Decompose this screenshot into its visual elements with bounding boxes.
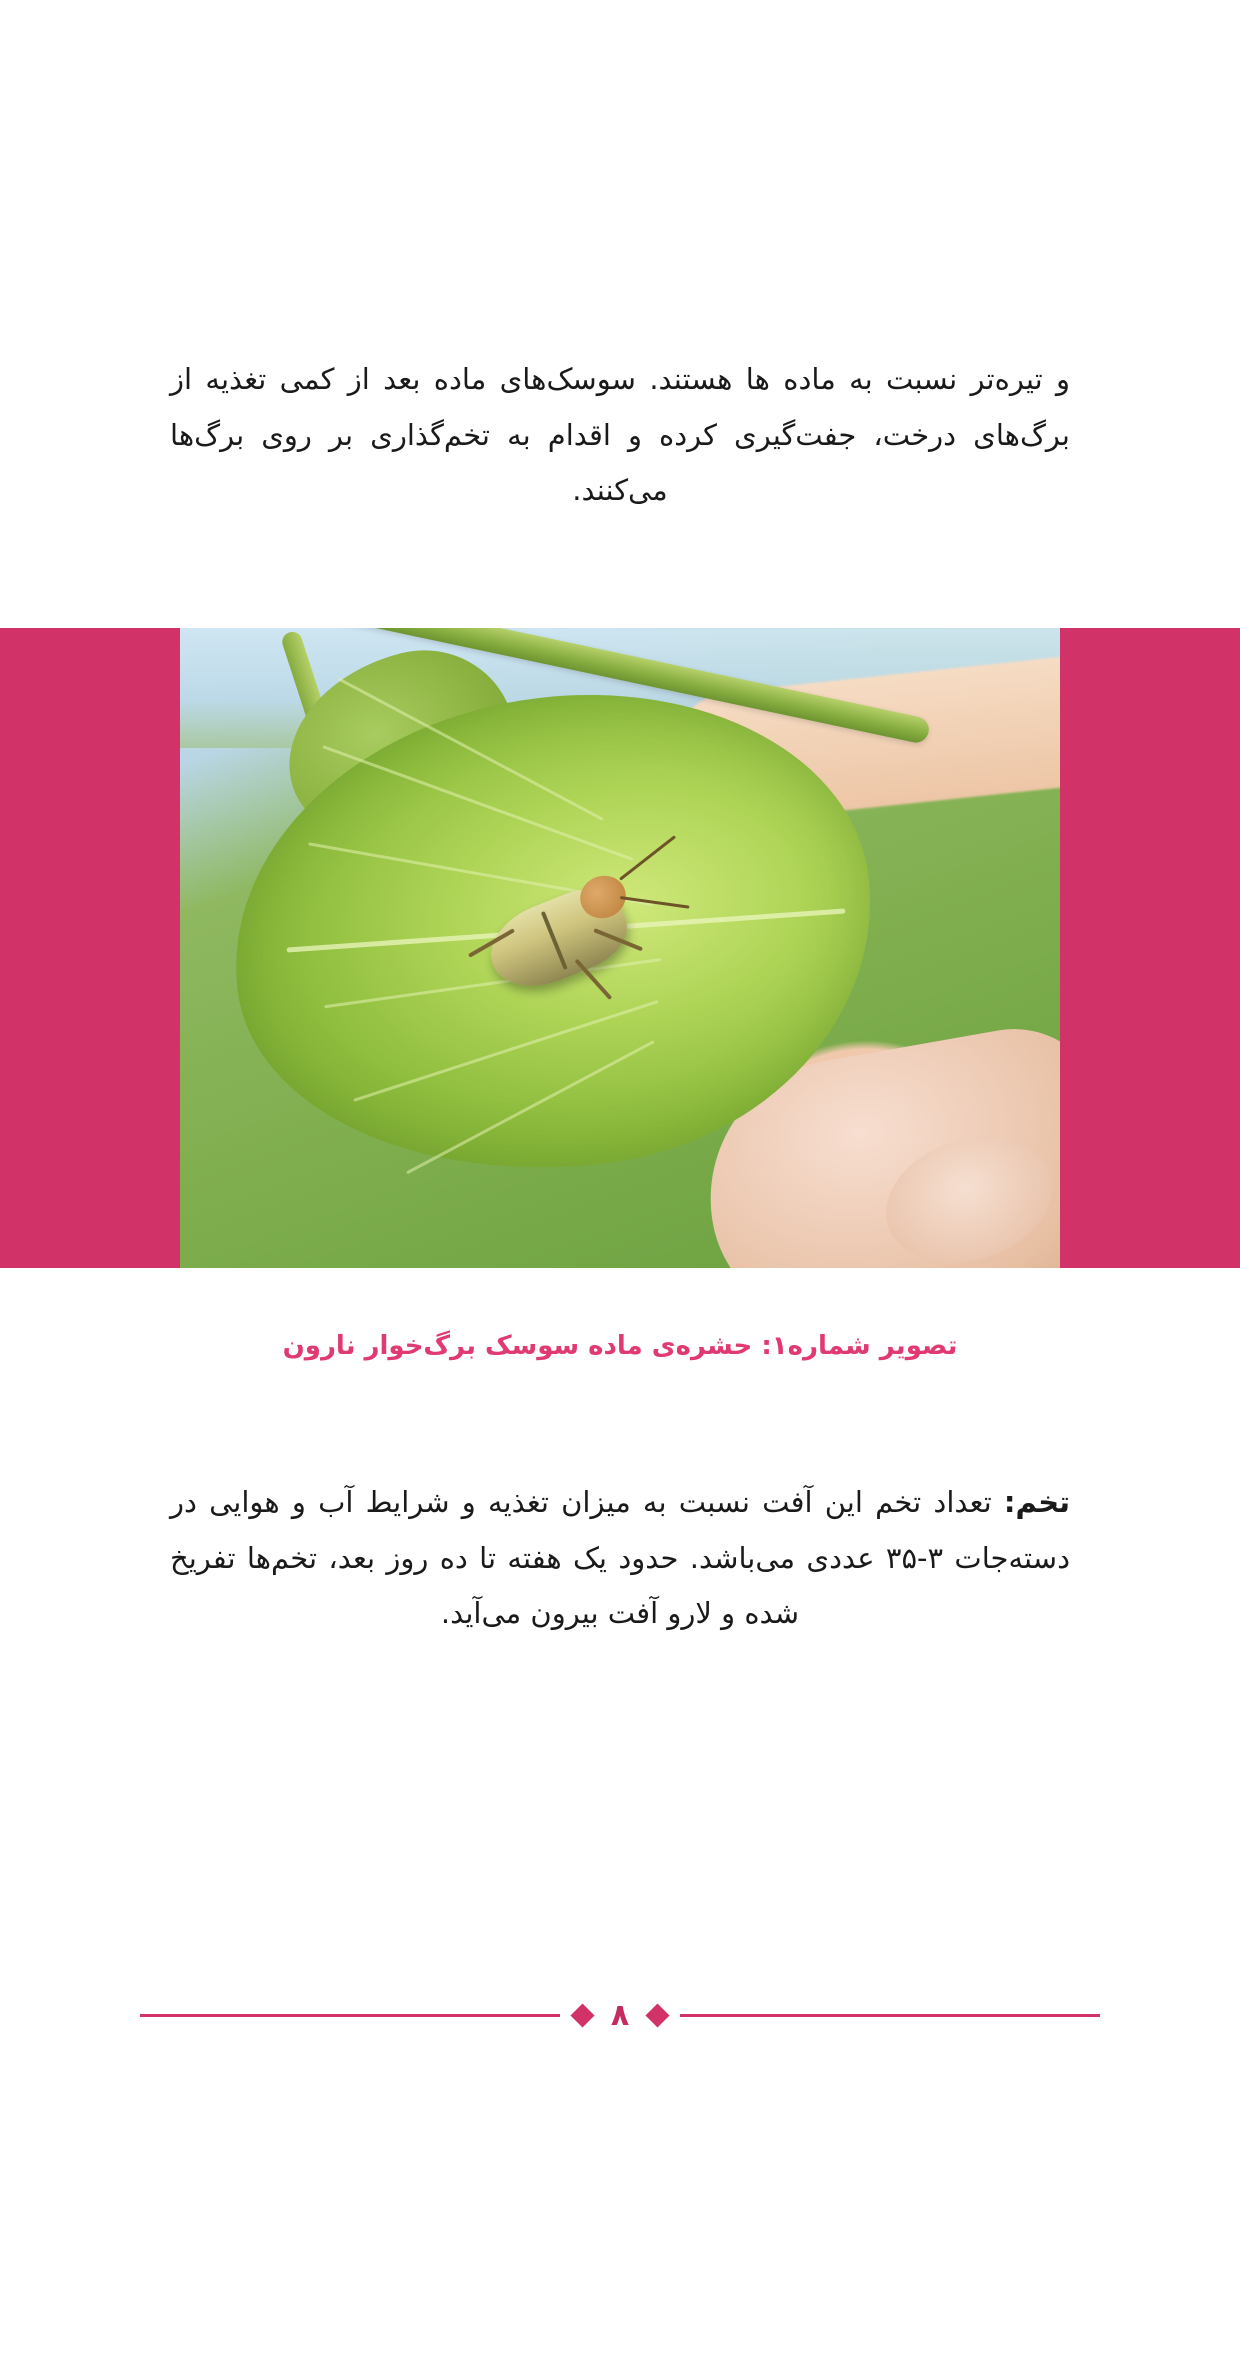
- page-number: ۸: [610, 1998, 630, 2033]
- body-paragraph-text: تعداد تخم این آفت نسبت به میزان تغذیه و شرایط آب و هوایی در دسته‌جات ۳-۳۵ عددی می‌باشد. حدود یک هفته تا ده روز بعد، تخم‌ها تفریخ شده و لارو آفت بیرون می‌آید.: [170, 1485, 1070, 1631]
- beetle-photo: [180, 628, 1060, 1268]
- diamond-icon: [645, 2003, 669, 2027]
- figure-image: [180, 628, 1060, 1268]
- footer-rule-left: [140, 2014, 560, 2017]
- diamond-icon: [570, 2003, 594, 2027]
- top-paragraph-text: و تیره‌تر نسبت به ماده ها هستند. سوسک‌های ماده بعد از کمی تغذیه از برگ‌های درخت، جفت‌گیری کرده و اقدام به تخم‌گذاری بر روی برگ‌ها می‌کنند.: [170, 362, 1070, 508]
- page-footer: [0, 1998, 1240, 2033]
- figure-caption: تصویر شماره۱: حشره‌ی ماده سوسک برگ‌خوار نارون: [282, 1331, 958, 1361]
- footer-rule-right: [680, 2014, 1100, 2017]
- body-paragraph-paragraph: [170, 1475, 1070, 1642]
- body-paragraph: [170, 1475, 1070, 1642]
- top-paragraph: [170, 352, 1070, 519]
- body-paragraph-lead: تخم:: [1003, 1485, 1070, 1519]
